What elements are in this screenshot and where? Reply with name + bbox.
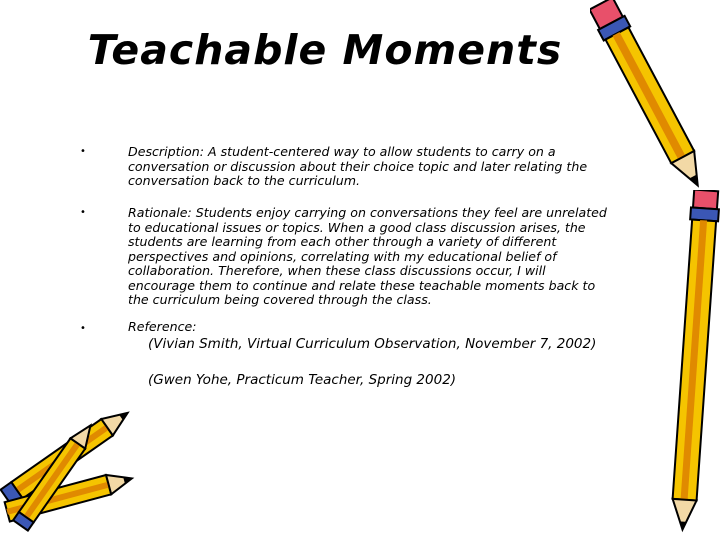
slide-title: Teachable Moments [87,26,563,74]
pencil-icon [590,0,720,210]
reference-item: (Vivian Smith, Virtual Curriculum Observation, November 7, 2002) [148,336,597,352]
pencil-icon [668,190,720,540]
reference-item: (Gwen Yohe, Practicum Teacher, Spring 2002) [148,372,457,388]
bullet-rationale: Rationale: Students enjoy carrying on conversations they feel are unrelated to educational issues or topics. When a good class discussion arises, the students are learning from each other through a variety of different perspectives and opinions, correlating with my educational belief of collaboration. Therefore, when these class discussions occur, I will encourage them to continue and relate these teachable moments back to the curriculum being covered through the class. [128,205,607,307]
bullet-reference-heading: Reference: [128,319,197,334]
bullet-marker: • [80,323,86,334]
bullet-marker: • [80,207,86,218]
bullet-marker: • [80,146,86,157]
bullet-description: Description: A student-centered way to allow students to carry on a conversation or discussion about their choice topic and later relating the conversation back to the curriculum. [128,144,588,188]
crayons-icon [0,395,160,540]
